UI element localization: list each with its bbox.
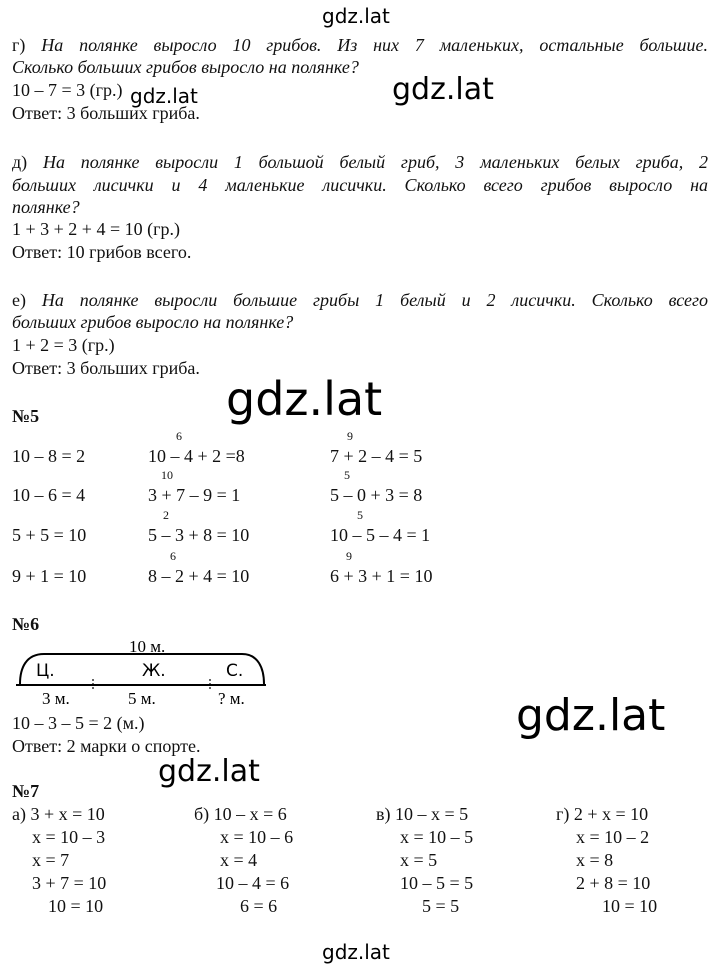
segment-diagram bbox=[14, 632, 274, 712]
task-e-answer: Ответ: 3 больших гриба. bbox=[12, 358, 200, 378]
n7-title: №7 bbox=[12, 781, 40, 801]
seg-len-3: ? м. bbox=[218, 689, 245, 708]
n7-g-2: x = 10 – 2 bbox=[576, 827, 650, 847]
n5-c3-r4-sup: 9 bbox=[346, 549, 352, 563]
task-d-text1: На полянке выросли 1 большой белый гриб, 3 маленьких белых гриба, 2 bbox=[42, 152, 709, 172]
n5-c1-r3: 5 + 5 = 10 bbox=[12, 525, 87, 545]
n5-c3-r1: 7 + 2 – 4 = 5 bbox=[330, 446, 423, 466]
n7-a-4: 3 + 7 = 10 bbox=[32, 873, 107, 893]
task-g-answer: Ответ: 3 больших гриба. bbox=[12, 103, 200, 123]
n7-b-4: 10 – 4 = 6 bbox=[216, 873, 290, 893]
n6-title: №6 bbox=[12, 614, 40, 634]
n7-a-1: а) 3 + x = 10 bbox=[12, 804, 105, 824]
n5-c3-r1-sup: 9 bbox=[347, 429, 353, 443]
n6-solution: 10 – 3 – 5 = 2 (м.) bbox=[12, 713, 145, 733]
watermark-top: gdz.lat bbox=[322, 4, 390, 28]
n7-g-4: 2 + 8 = 10 bbox=[576, 873, 651, 893]
n7-v-4: 10 – 5 = 5 bbox=[400, 873, 474, 893]
n7-b-5: 6 = 6 bbox=[240, 896, 278, 916]
n7-b-2: x = 10 – 6 bbox=[220, 827, 294, 847]
task-e-label: е) bbox=[12, 290, 26, 310]
task-d-solution: 1 + 3 + 2 + 4 = 10 (гр.) bbox=[12, 219, 180, 239]
n5-c2-r1-sup: 6 bbox=[176, 429, 182, 443]
n7-v-1: в) 10 – x = 5 bbox=[376, 804, 469, 824]
n5-c1-r2: 10 – 6 = 4 bbox=[12, 485, 86, 505]
task-g-solution: 10 – 7 = 3 (гр.) bbox=[12, 80, 123, 100]
task-d-line3: полянке? bbox=[12, 197, 80, 217]
task-d-label: д) bbox=[12, 152, 28, 172]
seg-label-zh: Ж. bbox=[142, 661, 166, 681]
n5-c2-r3-sup: 2 bbox=[163, 508, 169, 522]
watermark-mid-1: gdz.lat bbox=[392, 72, 494, 107]
n7-g-5: 10 = 10 bbox=[602, 896, 658, 916]
n7-g-1: г) 2 + x = 10 bbox=[556, 804, 649, 824]
total-label: 10 м. bbox=[129, 637, 166, 656]
seg-label-s: С. bbox=[226, 661, 244, 681]
n7-v-2: x = 10 – 5 bbox=[400, 827, 474, 847]
watermark-mid-2: gdz.lat bbox=[158, 754, 260, 789]
n7-a-3: x = 7 bbox=[32, 850, 70, 870]
seg-len-2: 5 м. bbox=[128, 689, 156, 708]
n5-c3-r2: 5 – 0 + 3 = 8 bbox=[330, 485, 423, 505]
n5-c3-r3: 10 – 5 – 4 = 1 bbox=[330, 525, 431, 545]
task-d-line1 bbox=[12, 151, 708, 173]
n6-answer: Ответ: 2 марки о спорте. bbox=[12, 736, 201, 756]
n5-c2-r4: 8 – 2 + 4 = 10 bbox=[148, 566, 250, 586]
n5-c3-r4: 6 + 3 + 1 = 10 bbox=[330, 566, 433, 586]
n7-v-5: 5 = 5 bbox=[422, 896, 460, 916]
n5-c3-r2-sup: 5 bbox=[344, 468, 350, 482]
watermark-big-2: gdz.lat bbox=[516, 690, 666, 741]
n5-c2-r4-sup: 6 bbox=[170, 549, 176, 563]
n7-b-1: б) 10 – x = 6 bbox=[194, 804, 287, 824]
n5-c3-r3-sup: 5 bbox=[357, 508, 363, 522]
task-g-text1: На полянке выросло 10 грибов. Из них 7 маленьких, остальные большие. bbox=[41, 35, 709, 55]
n5-c1-r4: 9 + 1 = 10 bbox=[12, 566, 87, 586]
task-g-line2: Сколько больших грибов выросло на полянке? bbox=[12, 57, 359, 77]
seg-len-1: 3 м. bbox=[42, 689, 70, 708]
watermark-big-1: gdz.lat bbox=[226, 372, 383, 426]
n7-a-2: x = 10 – 3 bbox=[32, 827, 106, 847]
task-d-answer: Ответ: 10 грибов всего. bbox=[12, 242, 192, 262]
seg-label-c: Ц. bbox=[36, 661, 55, 681]
task-e-text1: На полянке выросли большие грибы 1 белый и 2 лисички. Сколько всего bbox=[41, 290, 708, 310]
task-e-line1 bbox=[12, 289, 708, 311]
task-g-label: г) bbox=[12, 35, 26, 55]
n7-a-5: 10 = 10 bbox=[48, 896, 104, 916]
task-e-solution: 1 + 2 = 3 (гр.) bbox=[12, 335, 115, 355]
n5-c2-r3: 5 – 3 + 8 = 10 bbox=[148, 525, 250, 545]
watermark-small-1: gdz.lat bbox=[130, 84, 198, 108]
n5-c2-r2-sup: 10 bbox=[161, 468, 173, 482]
n7-g-3: x = 8 bbox=[576, 850, 614, 870]
n5-c2-r1: 10 – 4 + 2 =8 bbox=[148, 446, 245, 466]
n5-c2-r2: 3 + 7 – 9 = 1 bbox=[148, 485, 241, 505]
n5-title: №5 bbox=[12, 406, 40, 426]
n7-b-3: x = 4 bbox=[220, 850, 258, 870]
n7-v-3: x = 5 bbox=[400, 850, 438, 870]
watermark-bottom: gdz.lat bbox=[322, 940, 390, 964]
n5-c1-r1: 10 – 8 = 2 bbox=[12, 446, 86, 466]
task-d-line2: больших лисички и 4 маленькие лисички. Сколько всего грибов выросло на bbox=[12, 175, 708, 195]
task-e-line2: больших грибов выросло на полянке? bbox=[12, 312, 294, 332]
task-g-line1 bbox=[12, 34, 708, 56]
